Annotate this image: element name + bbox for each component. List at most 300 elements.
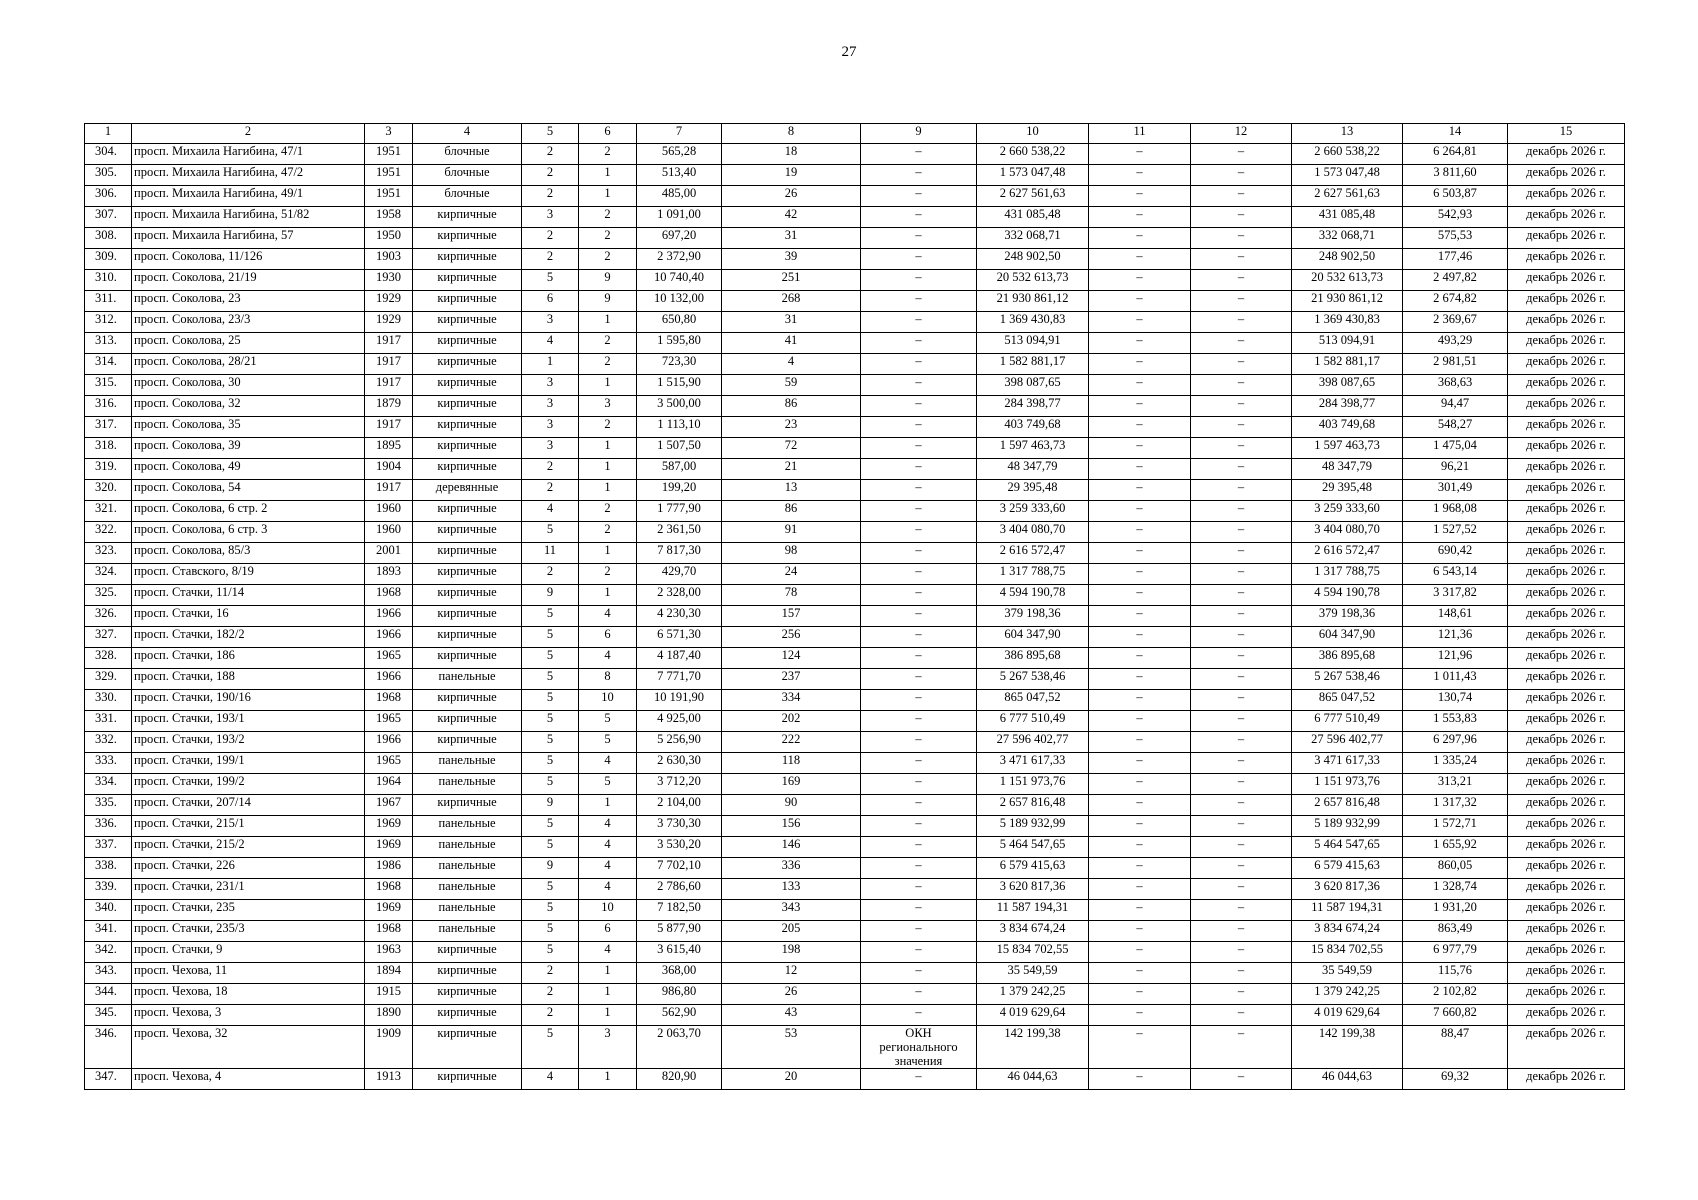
cell-cost-col-12: – (1191, 690, 1292, 711)
cell-row-number: 327. (85, 627, 132, 648)
cell-unit-cost: 1 572,71 (1403, 816, 1508, 837)
cell-cost-col-11: – (1089, 375, 1191, 396)
cell-cost-col-12: – (1191, 711, 1292, 732)
cell-row-number: 329. (85, 669, 132, 690)
cell-address: просп. Михаила Нагибина, 47/1 (132, 144, 365, 165)
cell-unit-cost: 2 497,82 (1403, 270, 1508, 291)
cell-cost-col-11: – (1089, 669, 1191, 690)
cell-completion-date: декабрь 2026 г. (1508, 711, 1625, 732)
cell-wall-material: кирпичные (413, 522, 522, 543)
cell-cost-col-12: – (1191, 879, 1292, 900)
cell-residents: 31 (722, 312, 861, 333)
cell-row-number: 335. (85, 795, 132, 816)
table-row (85, 606, 1625, 627)
cell-entrances: 2 (579, 501, 637, 522)
cell-cost-col-12: – (1191, 207, 1292, 228)
cell-completion-date: декабрь 2026 г. (1508, 354, 1625, 375)
table-row (85, 207, 1625, 228)
cell-total-cost: 604 347,90 (977, 627, 1089, 648)
cell-cost-col-12: – (1191, 417, 1292, 438)
cell-total-area: 7 702,10 (637, 858, 722, 879)
table-row (85, 627, 1625, 648)
cell-completion-date: декабрь 2026 г. (1508, 228, 1625, 249)
cell-cost-col-11: – (1089, 249, 1191, 270)
cell-total-area: 650,80 (637, 312, 722, 333)
cell-residents: 72 (722, 438, 861, 459)
table-row (85, 543, 1625, 564)
cell-residents: 26 (722, 186, 861, 207)
cell-row-number: 315. (85, 375, 132, 396)
cell-cost-col-13: 46 044,63 (1292, 1069, 1403, 1090)
cell-cost-col-13: 5 189 932,99 (1292, 816, 1403, 837)
cell-cost-col-11: – (1089, 837, 1191, 858)
cell-cost-col-13: 1 379 242,25 (1292, 984, 1403, 1005)
cell-unit-cost: 121,96 (1403, 648, 1508, 669)
cell-total-cost: 3 259 333,60 (977, 501, 1089, 522)
cell-completion-date: декабрь 2026 г. (1508, 942, 1625, 963)
cell-address: просп. Стачки, 188 (132, 669, 365, 690)
cell-completion-date: декабрь 2026 г. (1508, 669, 1625, 690)
cell-year-built: 1950 (365, 228, 413, 249)
cell-year-built: 1930 (365, 270, 413, 291)
cell-entrances: 4 (579, 942, 637, 963)
cell-unit-cost: 96,21 (1403, 459, 1508, 480)
cell-heritage-status: – (861, 564, 977, 585)
cell-cost-col-11: – (1089, 186, 1191, 207)
cell-cost-col-13: 15 834 702,55 (1292, 942, 1403, 963)
cell-cost-col-11: – (1089, 858, 1191, 879)
cell-floors: 3 (522, 417, 579, 438)
cell-total-area: 2 372,90 (637, 249, 722, 270)
cell-total-cost: 3 404 080,70 (977, 522, 1089, 543)
cell-address: просп. Михаила Нагибина, 57 (132, 228, 365, 249)
cell-heritage-status: – (861, 543, 977, 564)
cell-cost-col-12: – (1191, 921, 1292, 942)
cell-residents: 4 (722, 354, 861, 375)
cell-address: просп. Михаила Нагибина, 49/1 (132, 186, 365, 207)
cell-total-area: 4 187,40 (637, 648, 722, 669)
cell-row-number: 317. (85, 417, 132, 438)
cell-floors: 2 (522, 1005, 579, 1026)
cell-completion-date: декабрь 2026 г. (1508, 249, 1625, 270)
cell-cost-col-12: – (1191, 144, 1292, 165)
cell-row-number: 328. (85, 648, 132, 669)
table-row (85, 1069, 1625, 1090)
cell-floors: 3 (522, 207, 579, 228)
cell-residents: 268 (722, 291, 861, 312)
cell-heritage-status: – (861, 165, 977, 186)
cell-residents: 41 (722, 333, 861, 354)
cell-heritage-status: – (861, 984, 977, 1005)
cell-cost-col-11: – (1089, 942, 1191, 963)
cell-row-number: 345. (85, 1005, 132, 1026)
cell-residents: 53 (722, 1026, 861, 1069)
cell-residents: 133 (722, 879, 861, 900)
cell-floors: 3 (522, 312, 579, 333)
cell-cost-col-12: – (1191, 984, 1292, 1005)
cell-unit-cost: 690,42 (1403, 543, 1508, 564)
cell-residents: 222 (722, 732, 861, 753)
cell-total-cost: 46 044,63 (977, 1069, 1089, 1090)
cell-total-area: 820,90 (637, 1069, 722, 1090)
cell-total-cost: 15 834 702,55 (977, 942, 1089, 963)
cell-heritage-status: – (861, 312, 977, 333)
cell-heritage-status: – (861, 186, 977, 207)
cell-year-built: 1913 (365, 1069, 413, 1090)
cell-year-built: 1968 (365, 690, 413, 711)
cell-heritage-status: – (861, 921, 977, 942)
cell-residents: 26 (722, 984, 861, 1005)
cell-total-cost: 27 596 402,77 (977, 732, 1089, 753)
cell-cost-col-12: – (1191, 186, 1292, 207)
cell-total-area: 986,80 (637, 984, 722, 1005)
cell-cost-col-13: 332 068,71 (1292, 228, 1403, 249)
cell-completion-date: декабрь 2026 г. (1508, 207, 1625, 228)
cell-total-cost: 11 587 194,31 (977, 900, 1089, 921)
cell-heritage-status: – (861, 963, 977, 984)
table-row (85, 900, 1625, 921)
cell-cost-col-13: 29 395,48 (1292, 480, 1403, 501)
cell-address: просп. Чехова, 4 (132, 1069, 365, 1090)
cell-row-number: 323. (85, 543, 132, 564)
cell-unit-cost: 177,46 (1403, 249, 1508, 270)
cell-entrances: 6 (579, 921, 637, 942)
cell-unit-cost: 6 977,79 (1403, 942, 1508, 963)
cell-row-number: 306. (85, 186, 132, 207)
cell-completion-date: декабрь 2026 г. (1508, 522, 1625, 543)
cell-completion-date: декабрь 2026 г. (1508, 333, 1625, 354)
cell-completion-date: декабрь 2026 г. (1508, 459, 1625, 480)
cell-cost-col-13: 1 582 881,17 (1292, 354, 1403, 375)
table-row (85, 375, 1625, 396)
table-row (85, 417, 1625, 438)
cell-entrances: 5 (579, 711, 637, 732)
cell-residents: 39 (722, 249, 861, 270)
cell-completion-date: декабрь 2026 г. (1508, 606, 1625, 627)
cell-heritage-status: – (861, 795, 977, 816)
cell-address: просп. Стачки, 11/14 (132, 585, 365, 606)
cell-total-cost: 398 087,65 (977, 375, 1089, 396)
cell-wall-material: кирпичные (413, 396, 522, 417)
cell-cost-col-11: – (1089, 165, 1191, 186)
cell-completion-date: декабрь 2026 г. (1508, 1069, 1625, 1090)
cell-cost-col-13: 4 019 629,64 (1292, 1005, 1403, 1026)
cell-address: просп. Стачки, 235 (132, 900, 365, 921)
cell-total-area: 587,00 (637, 459, 722, 480)
cell-total-area: 2 786,60 (637, 879, 722, 900)
cell-entrances: 4 (579, 837, 637, 858)
cell-heritage-status: – (861, 858, 977, 879)
cell-address: просп. Стачки, 193/2 (132, 732, 365, 753)
cell-total-area: 565,28 (637, 144, 722, 165)
table-row (85, 438, 1625, 459)
cell-total-area: 562,90 (637, 1005, 722, 1026)
cell-residents: 98 (722, 543, 861, 564)
cell-cost-col-13: 35 549,59 (1292, 963, 1403, 984)
cell-total-cost: 3 620 817,36 (977, 879, 1089, 900)
cell-total-cost: 1 573 047,48 (977, 165, 1089, 186)
cell-total-area: 485,00 (637, 186, 722, 207)
cell-entrances: 2 (579, 417, 637, 438)
cell-cost-col-12: – (1191, 333, 1292, 354)
cell-wall-material: кирпичные (413, 249, 522, 270)
cell-address: просп. Стачки, 182/2 (132, 627, 365, 648)
cell-floors: 4 (522, 333, 579, 354)
cell-wall-material: кирпичные (413, 690, 522, 711)
cell-unit-cost: 1 553,83 (1403, 711, 1508, 732)
cell-cost-col-12: – (1191, 900, 1292, 921)
cell-residents: 13 (722, 480, 861, 501)
cell-cost-col-13: 3 471 617,33 (1292, 753, 1403, 774)
cell-entrances: 9 (579, 291, 637, 312)
cell-total-cost: 5 189 932,99 (977, 816, 1089, 837)
cell-year-built: 1965 (365, 753, 413, 774)
table-row (85, 354, 1625, 375)
cell-entrances: 4 (579, 858, 637, 879)
cell-floors: 5 (522, 690, 579, 711)
cell-row-number: 341. (85, 921, 132, 942)
cell-heritage-status: – (861, 942, 977, 963)
cell-total-cost: 2 627 561,63 (977, 186, 1089, 207)
cell-unit-cost: 7 660,82 (1403, 1005, 1508, 1026)
cell-entrances: 1 (579, 795, 637, 816)
cell-cost-col-13: 1 317 788,75 (1292, 564, 1403, 585)
cell-residents: 91 (722, 522, 861, 543)
cell-floors: 3 (522, 438, 579, 459)
cell-entrances: 1 (579, 1069, 637, 1090)
cell-entrances: 1 (579, 1005, 637, 1026)
cell-address: просп. Стачки, 215/2 (132, 837, 365, 858)
cell-floors: 3 (522, 375, 579, 396)
cell-unit-cost: 6 543,14 (1403, 564, 1508, 585)
table-row (85, 228, 1625, 249)
cell-wall-material: панельные (413, 753, 522, 774)
cell-floors: 5 (522, 732, 579, 753)
cell-year-built: 1960 (365, 501, 413, 522)
column-header: 9 (861, 124, 977, 144)
table-row (85, 984, 1625, 1005)
cell-cost-col-12: – (1191, 564, 1292, 585)
table-row (85, 396, 1625, 417)
cell-cost-col-13: 4 594 190,78 (1292, 585, 1403, 606)
cell-year-built: 1879 (365, 396, 413, 417)
cell-cost-col-13: 2 660 538,22 (1292, 144, 1403, 165)
cell-completion-date: декабрь 2026 г. (1508, 879, 1625, 900)
cell-unit-cost: 2 981,51 (1403, 354, 1508, 375)
cell-total-cost: 29 395,48 (977, 480, 1089, 501)
cell-wall-material: кирпичные (413, 333, 522, 354)
cell-total-cost: 2 657 816,48 (977, 795, 1089, 816)
cell-year-built: 1893 (365, 564, 413, 585)
cell-cost-col-12: – (1191, 753, 1292, 774)
cell-cost-col-11: – (1089, 354, 1191, 375)
cell-wall-material: кирпичные (413, 963, 522, 984)
column-header: 13 (1292, 124, 1403, 144)
cell-residents: 146 (722, 837, 861, 858)
cell-year-built: 1917 (365, 375, 413, 396)
cell-year-built: 1964 (365, 774, 413, 795)
cell-cost-col-13: 865 047,52 (1292, 690, 1403, 711)
cell-year-built: 1917 (365, 333, 413, 354)
cell-unit-cost: 1 475,04 (1403, 438, 1508, 459)
cell-cost-col-12: – (1191, 942, 1292, 963)
cell-year-built: 1917 (365, 480, 413, 501)
cell-total-area: 5 877,90 (637, 921, 722, 942)
cell-year-built: 1986 (365, 858, 413, 879)
cell-total-area: 723,30 (637, 354, 722, 375)
cell-entrances: 4 (579, 648, 637, 669)
cell-cost-col-11: – (1089, 480, 1191, 501)
cell-total-cost: 4 019 629,64 (977, 1005, 1089, 1026)
cell-completion-date: декабрь 2026 г. (1508, 837, 1625, 858)
table-row (85, 753, 1625, 774)
cell-total-cost: 1 369 430,83 (977, 312, 1089, 333)
cell-completion-date: декабрь 2026 г. (1508, 900, 1625, 921)
cell-heritage-status: – (861, 669, 977, 690)
cell-residents: 59 (722, 375, 861, 396)
cell-residents: 334 (722, 690, 861, 711)
cell-cost-col-11: – (1089, 963, 1191, 984)
cell-year-built: 1969 (365, 816, 413, 837)
cell-entrances: 1 (579, 438, 637, 459)
cell-year-built: 1958 (365, 207, 413, 228)
cell-wall-material: кирпичные (413, 942, 522, 963)
cell-cost-col-13: 379 198,36 (1292, 606, 1403, 627)
cell-total-area: 2 104,00 (637, 795, 722, 816)
cell-wall-material: кирпичные (413, 795, 522, 816)
cell-unit-cost: 1 317,32 (1403, 795, 1508, 816)
cell-year-built: 1968 (365, 879, 413, 900)
cell-floors: 2 (522, 249, 579, 270)
cell-cost-col-13: 513 094,91 (1292, 333, 1403, 354)
cell-entrances: 6 (579, 627, 637, 648)
cell-completion-date: декабрь 2026 г. (1508, 291, 1625, 312)
cell-residents: 23 (722, 417, 861, 438)
cell-cost-col-11: – (1089, 417, 1191, 438)
cell-wall-material: кирпичные (413, 354, 522, 375)
cell-heritage-status: – (861, 228, 977, 249)
cell-entrances: 1 (579, 312, 637, 333)
cell-completion-date: декабрь 2026 г. (1508, 1026, 1625, 1069)
cell-entrances: 2 (579, 354, 637, 375)
cell-floors: 5 (522, 879, 579, 900)
cell-cost-col-13: 11 587 194,31 (1292, 900, 1403, 921)
cell-year-built: 1951 (365, 165, 413, 186)
cell-total-area: 1 091,00 (637, 207, 722, 228)
cell-address: просп. Стачки, 226 (132, 858, 365, 879)
cell-cost-col-13: 398 087,65 (1292, 375, 1403, 396)
cell-floors: 6 (522, 291, 579, 312)
cell-address: просп. Соколова, 39 (132, 438, 365, 459)
column-header: 14 (1403, 124, 1508, 144)
cell-residents: 156 (722, 816, 861, 837)
cell-unit-cost: 863,49 (1403, 921, 1508, 942)
cell-cost-col-12: – (1191, 249, 1292, 270)
cell-row-number: 340. (85, 900, 132, 921)
cell-floors: 5 (522, 627, 579, 648)
cell-address: просп. Стачки, 235/3 (132, 921, 365, 942)
cell-floors: 5 (522, 669, 579, 690)
cell-unit-cost: 2 102,82 (1403, 984, 1508, 1005)
cell-residents: 198 (722, 942, 861, 963)
table-row (85, 501, 1625, 522)
cell-cost-col-12: – (1191, 354, 1292, 375)
column-header: 4 (413, 124, 522, 144)
cell-total-cost: 3 834 674,24 (977, 921, 1089, 942)
cell-completion-date: декабрь 2026 г. (1508, 690, 1625, 711)
cell-cost-col-13: 284 398,77 (1292, 396, 1403, 417)
cell-unit-cost: 6 264,81 (1403, 144, 1508, 165)
cell-completion-date: декабрь 2026 г. (1508, 543, 1625, 564)
cell-heritage-status: – (861, 837, 977, 858)
cell-heritage-status: – (861, 690, 977, 711)
cell-row-number: 316. (85, 396, 132, 417)
cell-address: просп. Соколова, 23 (132, 291, 365, 312)
cell-wall-material: блочные (413, 165, 522, 186)
cell-unit-cost: 575,53 (1403, 228, 1508, 249)
cell-cost-col-11: – (1089, 207, 1191, 228)
cell-residents: 124 (722, 648, 861, 669)
cell-address: просп. Соколова, 49 (132, 459, 365, 480)
column-header: 6 (579, 124, 637, 144)
cell-address: просп. Стачки, 190/16 (132, 690, 365, 711)
cell-total-cost: 2 616 572,47 (977, 543, 1089, 564)
cell-cost-col-12: – (1191, 480, 1292, 501)
cell-address: просп. Соколова, 35 (132, 417, 365, 438)
cell-cost-col-13: 403 749,68 (1292, 417, 1403, 438)
cell-heritage-status: – (861, 774, 977, 795)
cell-cost-col-12: – (1191, 543, 1292, 564)
cell-total-area: 1 507,50 (637, 438, 722, 459)
cell-wall-material: панельные (413, 837, 522, 858)
cell-wall-material: кирпичные (413, 732, 522, 753)
cell-address: просп. Соколова, 21/19 (132, 270, 365, 291)
cell-cost-col-12: – (1191, 648, 1292, 669)
cell-unit-cost: 1 968,08 (1403, 501, 1508, 522)
cell-row-number: 320. (85, 480, 132, 501)
table-row (85, 165, 1625, 186)
cell-total-area: 5 256,90 (637, 732, 722, 753)
cell-year-built: 1929 (365, 291, 413, 312)
cell-row-number: 342. (85, 942, 132, 963)
cell-wall-material: кирпичные (413, 438, 522, 459)
cell-floors: 9 (522, 795, 579, 816)
table-header-row (85, 124, 1625, 144)
cell-cost-col-11: – (1089, 270, 1191, 291)
cell-floors: 2 (522, 984, 579, 1005)
cell-total-area: 7 771,70 (637, 669, 722, 690)
cell-unit-cost: 542,93 (1403, 207, 1508, 228)
cell-cost-col-11: – (1089, 816, 1191, 837)
table-row (85, 879, 1625, 900)
cell-cost-col-13: 386 895,68 (1292, 648, 1403, 669)
cell-address: просп. Чехова, 11 (132, 963, 365, 984)
cell-heritage-status: – (861, 480, 977, 501)
cell-cost-col-12: – (1191, 774, 1292, 795)
cell-unit-cost: 548,27 (1403, 417, 1508, 438)
cell-floors: 2 (522, 459, 579, 480)
cell-residents: 237 (722, 669, 861, 690)
cell-completion-date: декабрь 2026 г. (1508, 648, 1625, 669)
cell-cost-col-13: 142 199,38 (1292, 1026, 1403, 1069)
cell-row-number: 334. (85, 774, 132, 795)
cell-total-area: 3 615,40 (637, 942, 722, 963)
cell-unit-cost: 1 328,74 (1403, 879, 1508, 900)
cell-unit-cost: 2 369,67 (1403, 312, 1508, 333)
cell-year-built: 1951 (365, 144, 413, 165)
cell-completion-date: декабрь 2026 г. (1508, 312, 1625, 333)
cell-wall-material: панельные (413, 921, 522, 942)
